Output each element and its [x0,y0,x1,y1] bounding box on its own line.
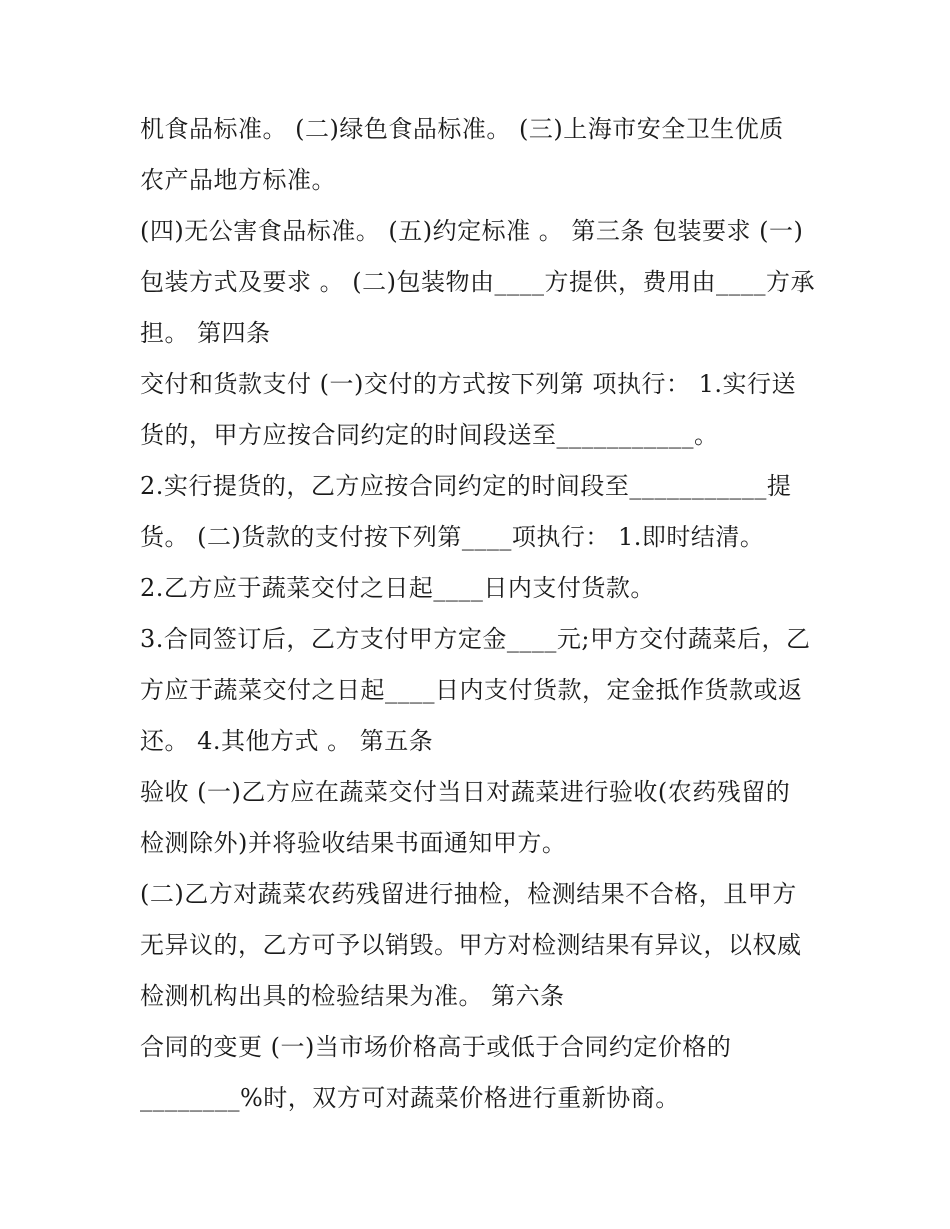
text-line: 担。 第四条 [140,319,271,347]
text-line: 货的，甲方应按合同约定的时间段送至___________。 [140,421,719,449]
text-line: 方应于蔬菜交付之日起____日内支付货款，定金抵作货款或返 [140,676,803,704]
text-line: (四)无公害食品标准。 (五)约定标准 。 第三条 包装要求 (一) [140,217,804,245]
text-line: 3.合同签订后，乙方支付甲方定金____元;甲方交付蔬菜后，乙 [140,625,811,653]
text-line: 检测除外)并将验收结果书面通知甲方。 [140,829,567,857]
text-line: 还。 4.其他方式 。 第五条 [140,727,434,755]
text-line: 验收 (一)乙方应在蔬菜交付当日对蔬菜进行验收(农药残留的 [140,778,791,806]
text-line: 货。 (二)货款的支付按下列第____项执行： 1.即时结清。 [140,523,765,551]
text-line: 包装方式及要求 。 (二)包装物由____方提供，费用由____方承 [140,268,815,296]
text-line: 无异议的，乙方可予以销毁。甲方对检测结果有异议，以权威 [140,931,802,959]
text-line: 合同的变更 (一)当市场价格高于或低于合同约定价格的 [140,1033,732,1061]
text-line: 2.乙方应于蔬菜交付之日起____日内支付货款。 [140,574,655,602]
text-line: (二)乙方对蔬菜农药残留进行抽检，检测结果不合格，且甲方 [140,880,797,908]
text-line: ________%时，双方可对蔬菜价格进行重新协商。 [140,1084,680,1112]
text-line: 检测机构出具的检验结果为准。 第六条 [140,982,565,1010]
text-line: 交付和货款支付 (一)交付的方式按下列第 项执行： 1.实行送 [140,370,797,398]
contract-body-text [140,104,820,1124]
text-line: 农产品地方标准。 [140,166,336,194]
text-line: 机食品标准。 (二)绿色食品标准。 (三)上海市安全卫生优质 [140,115,784,143]
text-line: 2.实行提货的，乙方应按合同约定的时间段至___________提 [140,472,792,500]
